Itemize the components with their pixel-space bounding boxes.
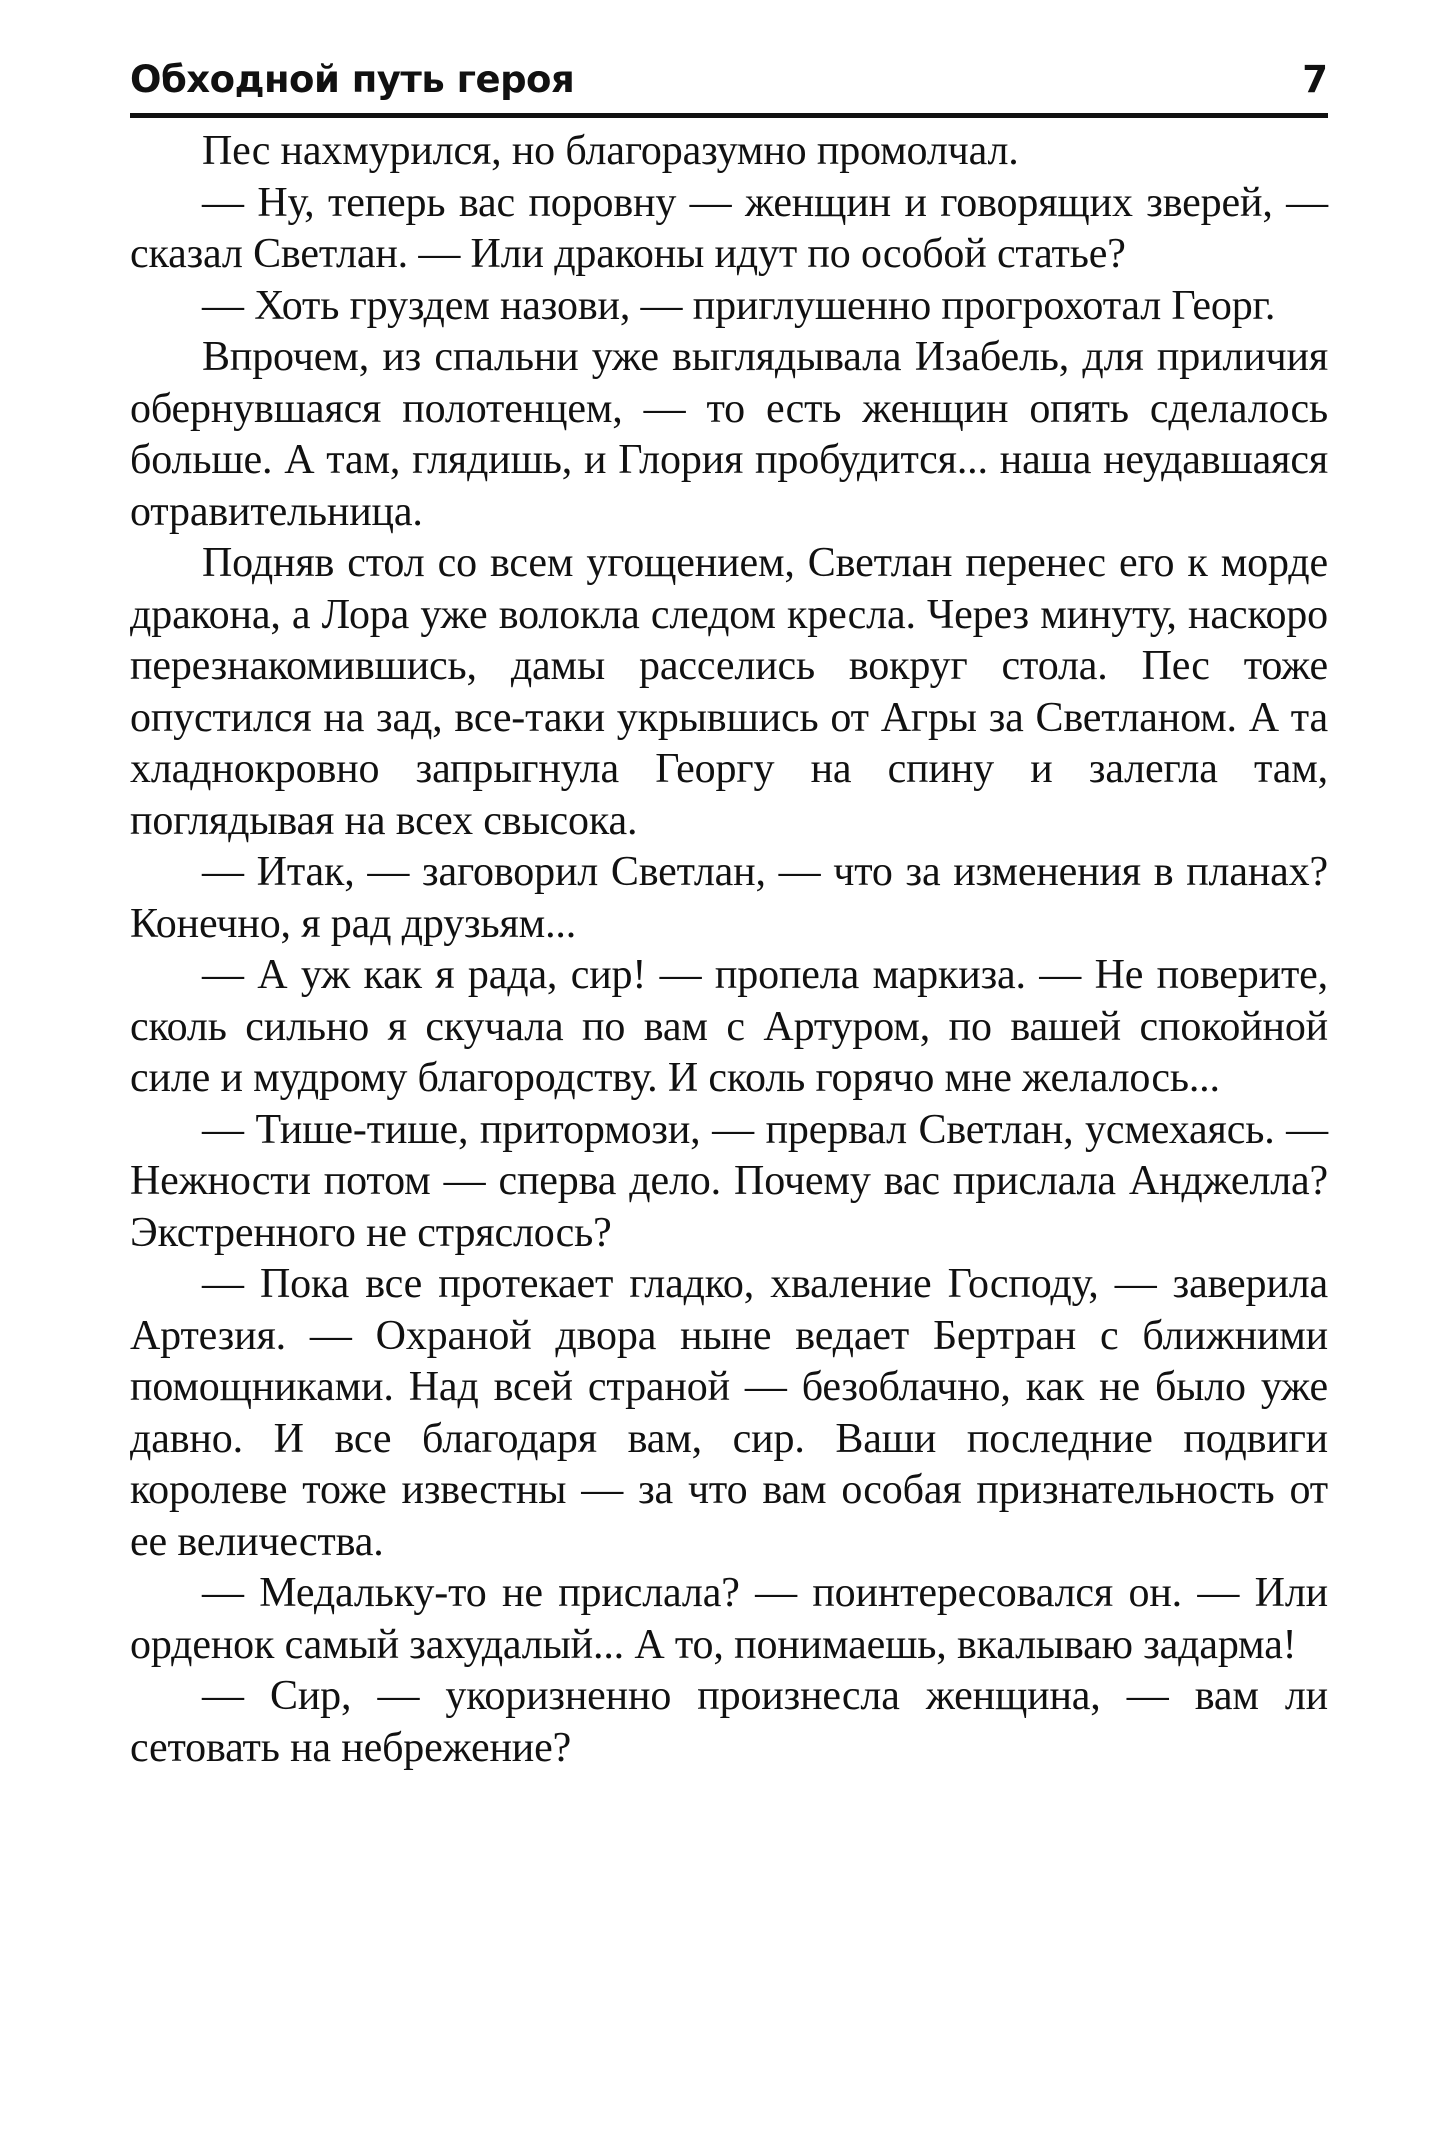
paragraph: — Медальку-то не прислала? — поинтересовался он. — Или орденок самый захудалый... А то, понимаешь, вкалываю задарма! (130, 1570, 1328, 1668)
body-text (130, 126, 1328, 1774)
paragraph: — А уж как я рада, сир! — пропела маркиза. — Не поверите, сколь сильно я скучала по вам с Артуром, по вашей спокойной силе и мудрому благородству. И сколь горячо мне желалось... (130, 952, 1328, 1101)
paragraph: Впрочем, из спальни уже выглядывала Изабель, для приличия обернувшаяся полотенцем, — то есть женщин опять сделалось больше. А там, глядишь, и Глория пробудится... наша неудавшаяся отравительница. (130, 334, 1328, 535)
paragraph: — Ну, теперь вас поровну — женщин и говорящих зверей, — сказал Светлан. — Или драконы идут по особой статье? (130, 179, 1328, 277)
paragraph: — Пока все протекает гладко, хваление Господу, — заверила Артезия. — Охраной двора ныне ведает Бертран с ближними помощниками. Над всей страной — безоблачно, как не было уже давно. И все благодаря вам, сир. Ваши последние подвиги королеве тоже известны — за что вам особая признательность от ее величества. (130, 1261, 1328, 1565)
paragraph: Подняв стол со всем угощением, Светлан перенес его к морде дракона, а Лора уже волокла следом кресла. Через минуту, наскоро перезнакомившись, дамы расселись вокруг стола. Пес тоже опустился на зад, все-таки укрывшись от Агры за Светланом. А та хладнокровно запрыгнула Георгу на спину и залегла там, поглядывая на всех свысока. (130, 540, 1328, 844)
header-rule (130, 113, 1328, 118)
paragraph: Пес нахмурился, но благоразумно промолчал. (202, 128, 1019, 174)
page-header (130, 52, 1328, 112)
paragraph: — Тише-тише, притормози, — прервал Светлан, усмехаясь. — Нежности потом — сперва дело. Почему вас прислала Анджелла? Экстренного не стряслось? (130, 1106, 1328, 1256)
paragraph: — Сир, — укоризненно произнесла женщина, — вам ли сетовать на небрежение? (130, 1673, 1328, 1771)
paragraph: — Итак, — заговорил Светлан, — что за изменения в планах? Конечно, я рад друзьям... (130, 849, 1328, 947)
running-title: Обходной путь героя (130, 58, 575, 101)
page-number: 7 (1302, 58, 1328, 101)
paragraph: — Хоть груздем назови, — приглушенно прогрохотал Георг. (202, 282, 1276, 329)
